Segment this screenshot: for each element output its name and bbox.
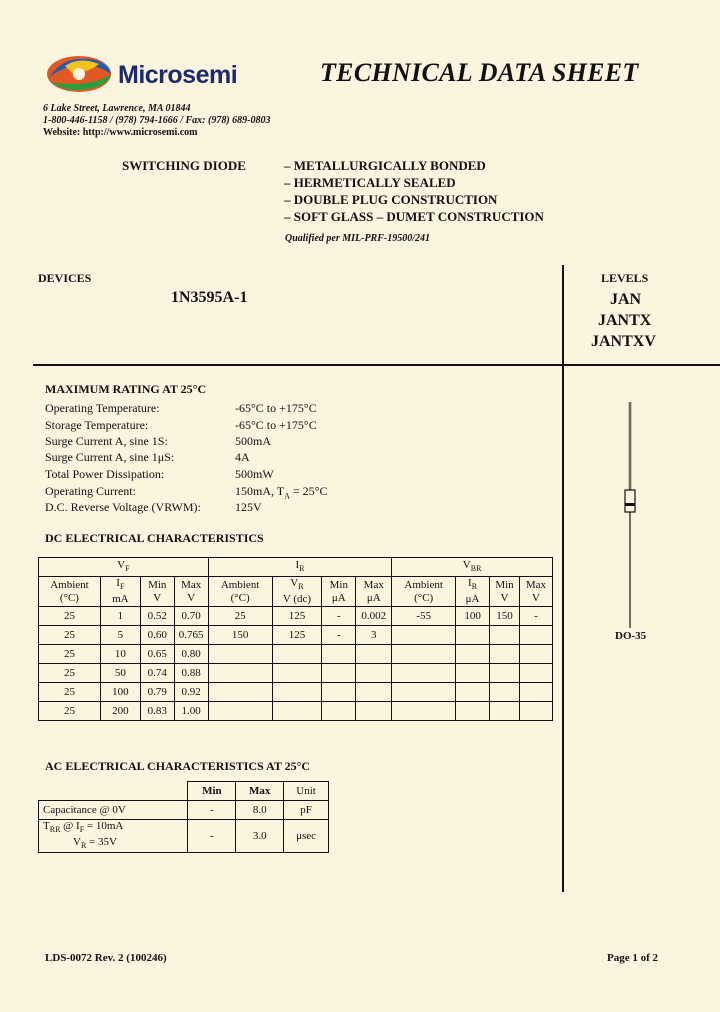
table-cell <box>272 645 322 664</box>
table-cell <box>322 645 356 664</box>
table-cell <box>519 626 552 645</box>
table-cell <box>272 683 322 702</box>
table-cell <box>519 664 552 683</box>
table-cell <box>490 664 520 683</box>
table-cell <box>272 702 322 721</box>
table-row <box>39 683 553 702</box>
rating-label: Total Power Dissipation: <box>45 467 165 481</box>
rating-label: Operating Temperature: <box>45 401 160 415</box>
table-cell: 25 <box>39 664 101 683</box>
ac-header-blank <box>39 782 188 801</box>
table-cell: 0.52 <box>140 607 174 626</box>
vf-group-header: $V_F$ <box>39 558 209 577</box>
page-number: Page 1 of 2 <box>607 952 659 964</box>
col-min: Min μA <box>322 577 356 607</box>
trr-min: - <box>188 820 236 853</box>
table-cell <box>490 683 520 702</box>
page-title: TECHNICAL DATA SHEET <box>320 58 639 87</box>
table-cell: 125 <box>272 607 322 626</box>
table-cell: 100 <box>100 683 140 702</box>
table-cell <box>392 702 456 721</box>
rating-label: D.C. Reverse Voltage (VRWM): <box>45 500 201 514</box>
table-cell: 25 <box>39 683 101 702</box>
feature-1: – METALLURGICALLY BONDED <box>284 158 486 173</box>
table-cell: 150 <box>490 607 520 626</box>
table-cell: 0.65 <box>140 645 174 664</box>
table-cell <box>519 702 552 721</box>
vertical-divider <box>562 265 564 892</box>
table-cell: - <box>322 607 356 626</box>
levels-label: LEVELS <box>601 271 649 285</box>
table-cell <box>356 702 392 721</box>
table-cell: 25 <box>39 702 101 721</box>
rating-value: 125V <box>235 500 262 514</box>
rating-value: 500mW <box>235 467 274 481</box>
table-cell <box>208 645 272 664</box>
col-ir: $I_R$ μA <box>456 577 490 607</box>
table-cell: 1.00 <box>174 702 208 721</box>
table-cell <box>456 645 490 664</box>
table-cell: 0.88 <box>174 664 208 683</box>
table-cell <box>490 645 520 664</box>
level-jantx: JANTX <box>598 312 652 329</box>
capacitance-unit: pF <box>284 801 329 820</box>
rating-value: 4A <box>235 450 250 464</box>
table-cell: 200 <box>100 702 140 721</box>
table-cell <box>356 683 392 702</box>
rating-value: 500mA <box>235 434 271 448</box>
capacitance-label: Capacitance @ 0V <box>39 801 188 820</box>
table-cell: 50 <box>100 664 140 683</box>
col-ambient: Ambient (°C) <box>208 577 272 607</box>
table-cell: -55 <box>392 607 456 626</box>
col-min: Min V <box>490 577 520 607</box>
website: Website: http://www.microsemi.com <box>43 127 198 138</box>
col-ambient: Ambient (°C) <box>392 577 456 607</box>
dc-table <box>38 557 553 721</box>
logo-text: Microsemi <box>118 61 238 89</box>
col-ambient: Ambient (°C) <box>39 577 101 607</box>
table-cell: 0.70 <box>174 607 208 626</box>
rating-value: -65°C to +175°C <box>235 401 317 415</box>
table-cell <box>490 702 520 721</box>
table-cell <box>208 664 272 683</box>
table-cell: 0.80 <box>174 645 208 664</box>
col-max: Max V <box>174 577 208 607</box>
table-cell <box>392 645 456 664</box>
level-jantxv: JANTXV <box>591 333 656 350</box>
address: 6 Lake Street, Lawrence, MA 01844 <box>43 103 191 114</box>
package-label: DO-35 <box>615 630 647 642</box>
rating-label: Surge Current A, sine 1S: <box>45 434 168 448</box>
part-number: 1N3595A-1 <box>171 289 248 306</box>
col-max: Max V <box>519 577 552 607</box>
horizontal-divider <box>33 364 720 366</box>
rating-value: 150mA, $T_A = 25^\circ C$ <box>235 484 328 501</box>
table-cell: 25 <box>39 607 101 626</box>
level-jan: JAN <box>610 291 642 308</box>
table-row <box>39 645 553 664</box>
col-max: Max μA <box>356 577 392 607</box>
table-cell: 0.83 <box>140 702 174 721</box>
table-cell <box>322 664 356 683</box>
table-cell <box>456 702 490 721</box>
trr-label: $T_{RR}$ @ $I_F = 10mA$ $V_R = 35V$ <box>39 820 188 853</box>
ac-col-unit: Unit <box>284 782 329 801</box>
table-cell: 125 <box>272 626 322 645</box>
table-cell: 1 <box>100 607 140 626</box>
rating-label: Surge Current A, sine 1μS: <box>45 450 175 464</box>
table-row <box>39 626 553 645</box>
feature-3: – DOUBLE PLUG CONSTRUCTION <box>284 192 498 207</box>
rating-value: -65°C to +175°C <box>235 418 317 432</box>
table-cell <box>519 645 552 664</box>
ac-table <box>38 781 329 853</box>
ac-col-min: Min <box>188 782 236 801</box>
trr-max: 3.0 <box>236 820 284 853</box>
table-cell <box>208 683 272 702</box>
feature-4: – SOFT GLASS – DUMET CONSTRUCTION <box>284 209 544 224</box>
table-cell <box>456 626 490 645</box>
trr-unit: μsec <box>284 820 329 853</box>
table-cell: 0.92 <box>174 683 208 702</box>
table-cell <box>322 702 356 721</box>
table-row <box>39 607 553 626</box>
capacitance-min: - <box>188 801 236 820</box>
ac-col-max: Max <box>236 782 284 801</box>
do35-diode-drawing <box>618 400 642 630</box>
vbr-group-header: $V_{BR}$ <box>392 558 553 577</box>
table-cell <box>392 683 456 702</box>
max-rating-title: MAXIMUM RATING AT 25°C <box>45 382 207 396</box>
table-row <box>39 702 553 721</box>
qualified-note: Qualified per MIL-PRF-19500/241 <box>285 233 430 244</box>
rating-label: Storage Temperature: <box>45 418 149 432</box>
table-cell: 3 <box>356 626 392 645</box>
table-cell <box>456 683 490 702</box>
col-min: Min V <box>140 577 174 607</box>
rating-label: Operating Current: <box>45 484 136 498</box>
devices-label: DEVICES <box>38 271 92 285</box>
table-cell <box>322 683 356 702</box>
table-cell <box>392 626 456 645</box>
table-cell <box>392 664 456 683</box>
table-cell: 0.74 <box>140 664 174 683</box>
table-cell: 0.60 <box>140 626 174 645</box>
table-row <box>39 664 553 683</box>
col-if: $I_F$ mA <box>100 577 140 607</box>
capacitance-max: 8.0 <box>236 801 284 820</box>
table-cell: 25 <box>39 645 101 664</box>
table-cell: 25 <box>208 607 272 626</box>
table-cell: - <box>322 626 356 645</box>
phone-fax: 1-800-446-1158 / (978) 794-1666 / Fax: (978) 689-0803 <box>43 115 271 126</box>
table-cell: 0.765 <box>174 626 208 645</box>
feature-2: – HERMETICALLY SEALED <box>284 175 456 190</box>
table-cell <box>356 664 392 683</box>
table-cell <box>272 664 322 683</box>
ir-group-header: $I_R$ <box>208 558 392 577</box>
ac-title: AC ELECTRICAL CHARACTERISTICS AT 25°C <box>45 759 311 773</box>
table-cell <box>356 645 392 664</box>
col-vr: $V_R$ V (dc) <box>272 577 322 607</box>
table-cell: 0.002 <box>356 607 392 626</box>
table-cell: 5 <box>100 626 140 645</box>
table-cell <box>208 702 272 721</box>
table-cell <box>456 664 490 683</box>
table-cell <box>490 626 520 645</box>
dc-title: DC ELECTRICAL CHARACTERISTICS <box>45 531 264 545</box>
table-cell <box>519 683 552 702</box>
table-cell: 100 <box>456 607 490 626</box>
table-cell: 10 <box>100 645 140 664</box>
document-number: LDS-0072 Rev. 2 (100246) <box>45 952 167 964</box>
table-cell: - <box>519 607 552 626</box>
product-type: SWITCHING DIODE <box>122 158 246 173</box>
table-cell: 0.79 <box>140 683 174 702</box>
table-cell: 25 <box>39 626 101 645</box>
table-cell: 150 <box>208 626 272 645</box>
